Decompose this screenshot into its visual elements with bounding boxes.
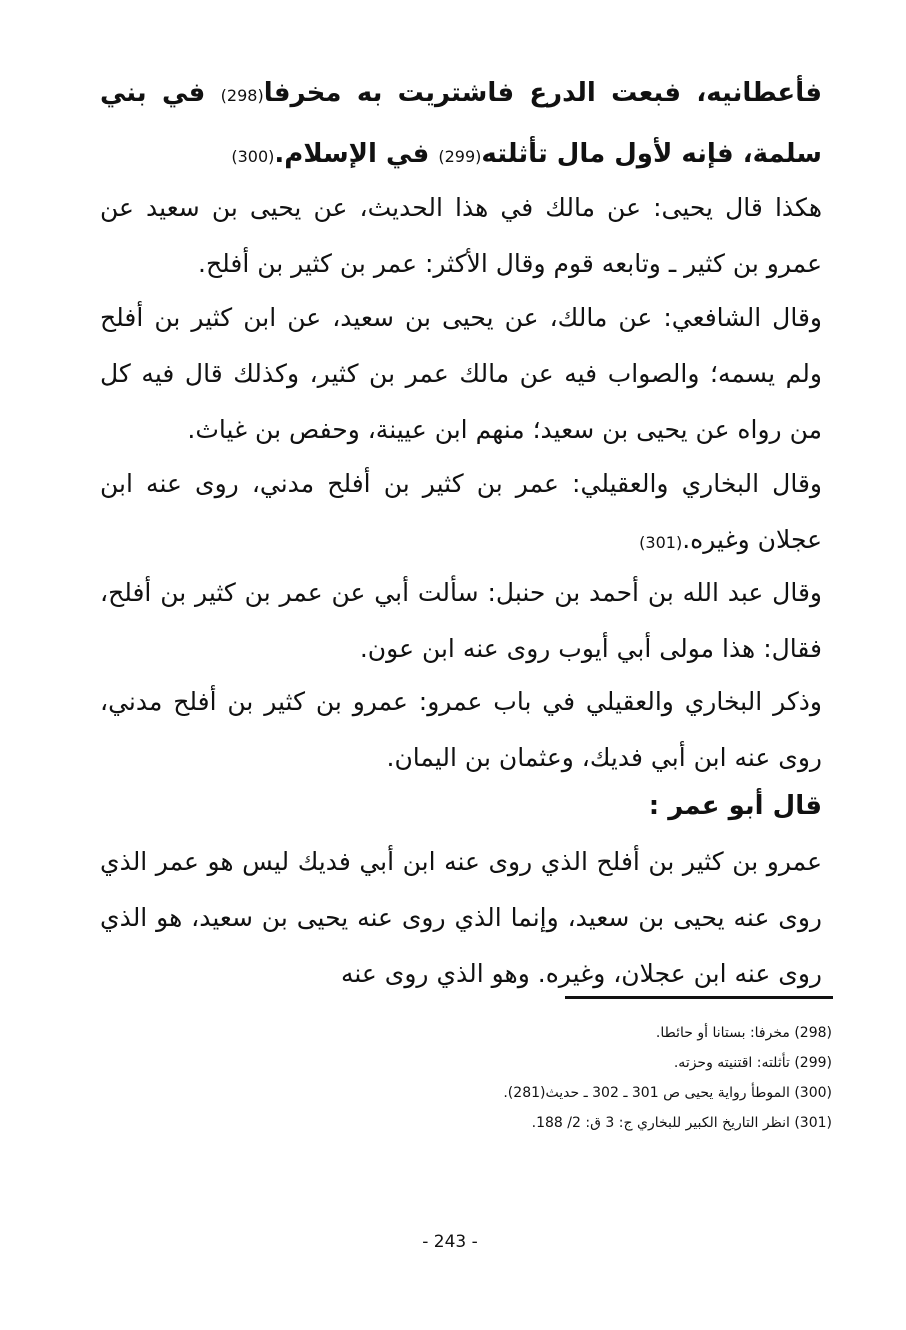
intro-text-3: في الإسلام. xyxy=(274,139,439,169)
paragraph-yahya xyxy=(100,180,822,292)
paragraph-text: وقال الشافعي: عن مالك، عن يحيى بن سعيد، عن ابن كثير بن أفلح ولم يسمه؛ والصواب فيه عن مالك عمر بن كثير، وكذلك قال فيه كل من رواه عن يحيى بن سعيد؛ منهم ابن عيينة، وحفص بن غياث. xyxy=(100,303,822,444)
paragraph-abdullah xyxy=(100,565,822,677)
footnote-divider xyxy=(565,996,833,999)
footnote-ref-299: (299) xyxy=(438,147,482,166)
footnote-ref-300: (300) xyxy=(231,147,275,166)
intro-text: فأعطانيه، فبعت الدرع فاشتريت به مخرفا xyxy=(263,78,822,108)
footnote-ref-298: (298) xyxy=(220,86,264,105)
page-number: - 243 - xyxy=(422,1232,478,1252)
paragraph-text: وذكر البخاري والعقيلي في باب عمرو: عمرو بن كثير بن أفلح مدني، روى عنه ابن أبي فديك، وعثمان بن اليمان. xyxy=(100,687,822,772)
section-heading xyxy=(100,778,822,834)
paragraph-text: هكذا قال يحيى: عن مالك في هذا الحديث، عن يحيى بن سعيد عن عمرو بن كثير ـ وتابعه قوم وقال الأكثر: عمر بن كثير بن أفلح. xyxy=(100,193,822,278)
paragraph-text: وقال عبد الله بن أحمد بن حنبل: سألت أبي عن عمر بن كثير بن أفلح، فقال: هذا مولى أبي أيوب روى عنه ابن عون. xyxy=(100,578,822,663)
footnotes xyxy=(380,1018,832,1138)
paragraph-text: عمرو بن كثير بن أفلح الذي روى عنه ابن أبي فديك ليس هو عمر الذي روى عنه يحيى بن سعيد، وإنما الذي روى عنه يحيى بن سعيد، هو الذي روى عنه ابن عجلان، وغيره. وهو الذي روى عنه xyxy=(100,847,822,988)
footnote-299: (299) تأثلته: اقتنيته وحزته. xyxy=(673,1055,832,1071)
footnote-ref-301: (301) xyxy=(639,533,683,552)
heading-text: قال أبو عمر : xyxy=(648,791,822,821)
footnote-301: (301) انظر التاريخ الكبير للبخاري ج: 3 ق: 2/ 188. xyxy=(531,1115,832,1131)
footnote-298: (298) مخرفا: بستانا أو حائطا. xyxy=(655,1025,832,1041)
intro-text-2: في بني سلمة، فإنه لأول مال تأثلته xyxy=(100,78,822,169)
footnote-300: (300) الموطأ رواية يحيى ص 301 ـ 302 ـ حديث(281). xyxy=(503,1085,832,1101)
paragraph-bab-amr xyxy=(100,674,822,786)
paragraph-abu-umar xyxy=(100,834,822,1002)
paragraph-text: وقال البخاري والعقيلي: عمر بن كثير بن أفلح مدني، روى عنه ابن عجلان وغيره. xyxy=(100,469,822,554)
intro-paragraph xyxy=(100,64,822,186)
paragraph-bukhari xyxy=(100,456,822,571)
paragraph-shafii xyxy=(100,290,822,458)
